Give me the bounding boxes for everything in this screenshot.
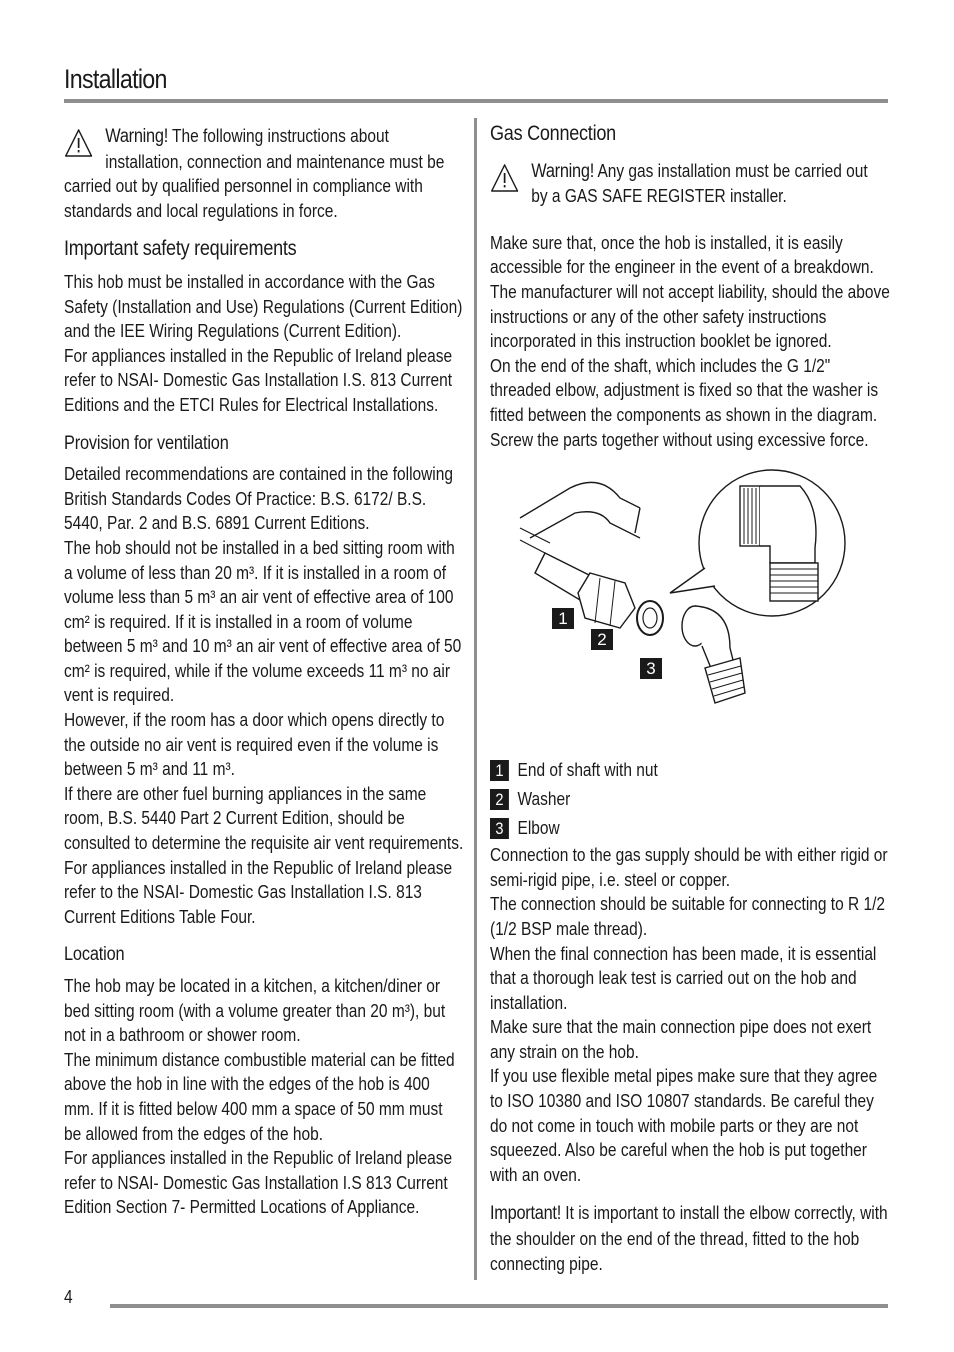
footer-rule (110, 1304, 888, 1308)
warning-text-rest: carried out by qualified personnel in compliance with standards and local regulations in force. (64, 176, 423, 221)
warning-block (64, 124, 464, 223)
warning-triangle-icon (64, 128, 93, 158)
legend-number: 3 (490, 818, 509, 839)
warning-text-line2: by a GAS SAFE REGISTER installer. (531, 186, 787, 207)
page-title: Installation (64, 64, 167, 94)
paragraph: Connection to the gas supply should be with either rigid or semi-rigid pipe, i.e. steel or copper. (490, 845, 888, 890)
paragraph: The manufacturer will not accept liability, should the above instructions or any of the other safety instructions incorporated in this instruction booklet be ignored. (490, 281, 890, 352)
title-rule (64, 99, 888, 103)
diagram-callout-2: 2 (591, 629, 613, 650)
legend-number: 1 (490, 760, 509, 781)
legend-item (490, 756, 890, 785)
subheading-ventilation: Provision for ventilation (64, 432, 229, 454)
warning-block (490, 159, 890, 209)
paragraph: However, if the room has a door which opens directly to the outside no air vent is required even if the volume is between 5 m³ and 11 m³. (64, 710, 445, 780)
warning-text-line2: installation, connection and maintenance must be (105, 151, 445, 172)
page-number: 4 (64, 1287, 73, 1307)
paragraph: The hob should not be installed in a bed sitting room with a volume of less than 20 m³. If it is installed in a room of volume less than 5 m³ an air vent of effective area of 100 cm² is required. If it is installed in a room of volume between 5 m³ and 10 m³ an air vent of effective area of 50 cm² is required, while if the volume exceeds 11 m³ no air vent is required. (64, 537, 462, 706)
diagram-drawing (490, 468, 890, 728)
legend-number: 2 (490, 789, 509, 810)
warning-text-line1: Any gas installation must be carried out (594, 160, 868, 181)
paragraph: The connection should be suitable for connecting to R 1/2 (1/2 BSP male thread). (490, 894, 886, 939)
paragraph: For appliances installed in the Republic of Ireland please refer to the NSAI- Domestic Gas Installation I.S. 813 Current Editions Table Four. (64, 857, 453, 927)
diagram-callout-1: 1 (552, 608, 574, 629)
section-heading-safety: Important safety requirements (64, 237, 297, 261)
paragraph: When the final connection has been made, it is essential that a thorough leak test is carried out on the hob and installation. (490, 943, 877, 1013)
paragraph: Make sure that, once the hob is installed, it is easily accessible for the engineer in the event of a breakdown. (490, 232, 874, 278)
paragraph: If there are other fuel burning appliances in the same room, B.S. 5440 Part 2 Current Edition, should be consulted to determine the requisite air vent requirements. (64, 783, 464, 854)
important-note (490, 1201, 890, 1276)
paragraph: For appliances installed in the Republic of Ireland please refer to NSAI- Domestic Gas Installation I.S. 813 Current Editions and the ETCI Rules for Electrical Installations. (64, 345, 453, 415)
warning-text-line1: The following instructions about (168, 126, 389, 146)
legend-text: Elbow (517, 818, 560, 839)
left-column (64, 124, 464, 1220)
warning-triangle-icon (490, 163, 519, 193)
paragraph: Detailed recommendations are contained in the following British Standards Codes Of Practice: B.S. 6172/ B.S. 5440, Par. 2 and B.S. 6891 Current Editions. (64, 464, 453, 534)
legend-item (490, 814, 890, 843)
paragraph: Make sure that the main connection pipe does not exert any strain on the hob. (490, 1017, 872, 1062)
paragraph: The hob may be located in a kitchen, a kitchen/diner or bed sitting room (with a volume greater than 20 m³), but not in a bathroom or shower room. (64, 976, 446, 1046)
paragraph: This hob must be installed in accordance with the Gas Safety (Installation and Use) Regulations (Current Edition) and the IEE Wiring Regulations (Current Edition). (64, 271, 463, 342)
subheading-location: Location (64, 944, 125, 966)
important-text: It is important to install the elbow correctly, with the shoulder on the end of the thread, fitted to the hob connecting pipe. (490, 1203, 888, 1274)
paragraph: The minimum distance combustible material can be fitted above the hob in line with the edges of the hob is 400 mm. If it is fitted below 400 mm a space of 50 mm must be allowed from the edges of the hob. (64, 1049, 455, 1144)
column-divider (474, 118, 477, 1280)
elbow-connection-diagram (490, 468, 890, 728)
paragraph: For appliances installed in the Republic of Ireland please refer to NSAI- Domestic Gas Installation I.S 813 Current Edition Section 7- Permitted Locations of Appliance. (64, 1148, 453, 1218)
section-heading-gas-connection: Gas Connection (490, 122, 616, 145)
diagram-callout-3: 3 (640, 658, 662, 679)
warning-label: Warning! (531, 160, 595, 182)
paragraph: On the end of the shaft, which includes the G 1/2" threaded elbow, adjustment is fixed so that the washer is fitted between the components as shown in the diagram. Screw the parts together without using excessive force. (490, 355, 879, 450)
right-column (490, 122, 890, 1276)
important-label: Important! (490, 1203, 561, 1225)
legend-text: End of shaft with nut (517, 760, 658, 781)
legend-text: Washer (517, 789, 571, 810)
paragraph: If you use flexible metal pipes make sure that they agree to ISO 10380 and ISO 10807 standards. Be careful they do not come in touch with mobile parts or they are not squeezed. Also be careful when the hob is put together with an oven. (490, 1066, 878, 1185)
warning-label: Warning! (105, 126, 169, 147)
legend-item (490, 785, 890, 814)
